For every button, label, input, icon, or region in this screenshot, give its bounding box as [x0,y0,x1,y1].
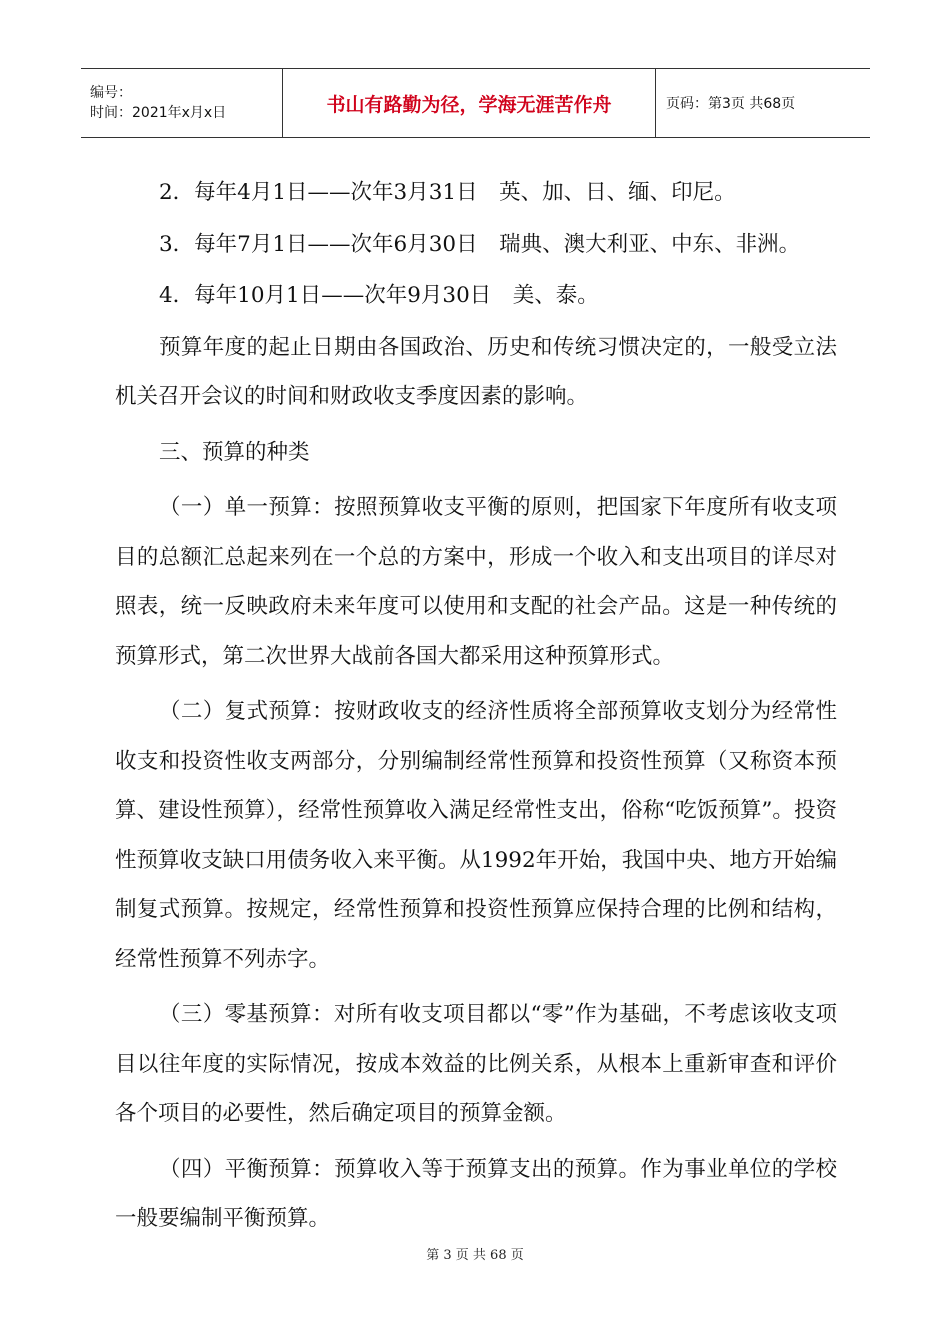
header-page-cell [656,69,870,137]
serial-label: 编号： [90,85,132,101]
page-header [81,68,870,138]
list-item-3: 3．每年7月1日——次年6月30日 瑞典、澳大利亚、中东、非洲。 [159,231,801,257]
paragraph-budget-year: 预算年度的起止日期由各国政治、历史和传统习惯决定的，一般受立法机关召开会议的时间和财政收支季度因素的影响。 [115,334,837,409]
footer-page-number: 第 3 页 共 68 页 [426,1248,524,1263]
section-heading-budget-types: 三、预算的种类 [159,439,310,465]
page-info: 页码：第3页 共68页 [666,96,796,112]
header-meta [81,69,283,137]
list-item-4: 4．每年10月1日——次年9月30日 美、泰。 [159,283,599,308]
paragraph-zero-based-budget: （三）零基预算：对所有收支项目都以“零”作为基础，不考虑该收支项目以往年度的实际情况，按成本效益的比例关系，从根本上重新审查和评价各个项目的必要性，然后确定项目的预算金额。 [115,1002,837,1126]
document-body [115,168,837,1244]
list-item-2: 2．每年4月1日——次年3月31日 英、加、日、缅、印尼。 [159,180,736,205]
paragraph-single-budget: （一）单一预算：按照预算收支平衡的原则，把国家下年度所有收支项目的总额汇总起来列在一个总的方案中，形成一个收入和支出项目的详尽对照表，统一反映政府未来年度可以使用和支配的社会产品。这是一种传统的预算形式，第二次世界大战前各国大都采用这种预算形式。 [115,495,837,669]
time-label: 时间：2021年x月x日 [90,105,227,121]
motto-text: 书山有路勤为径，学海无涯苦作舟 [326,93,612,116]
header-motto-cell [283,69,656,137]
paragraph-dual-budget: （二）复式预算：按财政收支的经济性质将全部预算收支划分为经常性收支和投资性收支两部分，分别编制经常性预算和投资性预算（又称资本预算、建设性预算），经常性预算收入满足经常性支出，俗称“吃饭预算”。投资性预算收支缺口用债务收入来平衡。从1992年开始，我国中央、地方开始编制复式预算。按规定，经常性预算和投资性预算应保持合理的比例和结构，经常性预算不列赤字。 [115,699,837,972]
paragraph-balanced-budget: （四）平衡预算：预算收入等于预算支出的预算。作为事业单位的学校一般要编制平衡预算。 [115,1156,837,1231]
page-footer [0,1244,950,1263]
